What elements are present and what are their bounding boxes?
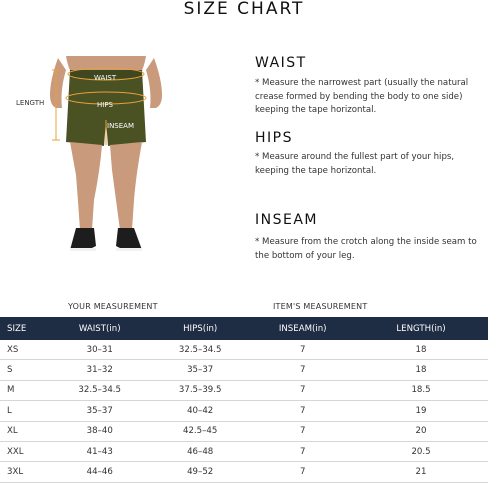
cell-inseam: 7 (251, 360, 354, 380)
cell-size: XS (0, 340, 50, 360)
cell-waist: 35–37 (50, 401, 149, 421)
cell-inseam: 7 (251, 401, 354, 421)
left-leg (70, 142, 102, 230)
size-table (0, 317, 488, 483)
cell-size: M (0, 380, 50, 400)
waist-figure-label: WAIST (94, 74, 117, 82)
cell-waist: 41–43 (50, 441, 149, 461)
col-hips: HIPS(in) (183, 323, 218, 334)
cell-waist: 38–40 (50, 421, 149, 441)
table-row (0, 462, 488, 482)
waist-instruction: * Measure the narrowest part (usually the natural crease formed by bending the body to one side) keeping the tape horizontal. (255, 78, 469, 115)
model-figure (6, 50, 196, 260)
cell-size: L (0, 401, 50, 421)
col-waist: WAIST(in) (78, 323, 121, 334)
inseam-heading: INSEAM (255, 212, 318, 228)
cell-inseam: 7 (251, 441, 354, 461)
cell-waist: 32.5–34.5 (50, 380, 149, 400)
cell-waist: 30–31 (50, 340, 149, 360)
your-measurement-label: YOUR MEASUREMENT (68, 302, 158, 311)
right-shoe (116, 228, 142, 251)
inseam-figure-label: INSEAM (107, 122, 134, 130)
cell-hips: 42.5–45 (149, 421, 251, 441)
table-row (0, 441, 488, 461)
cell-waist: 31–32 (50, 360, 149, 380)
cell-inseam: 7 (251, 462, 354, 482)
hips-instruction: * Measure around the fullest part of your hips, keeping the tape horizontal. (255, 152, 455, 176)
table-row (0, 360, 488, 380)
cell-hips: 35–37 (149, 360, 251, 380)
table-row (0, 380, 488, 400)
table-row (0, 340, 488, 360)
col-size: SIZE (7, 323, 27, 334)
col-length: LENGTH(in) (396, 323, 446, 334)
cell-inseam: 7 (251, 340, 354, 360)
cell-inseam: 7 (251, 421, 354, 441)
waist-heading: WAIST (255, 55, 307, 71)
cell-length: 18.5 (354, 380, 488, 400)
cell-length: 18 (354, 340, 488, 360)
cell-inseam: 7 (251, 380, 354, 400)
cell-hips: 37.5–39.5 (149, 380, 251, 400)
cell-length: 20.5 (354, 441, 488, 461)
inseam-instruction: * Measure from the crotch along the inside seam to the bottom of your leg. (255, 237, 477, 261)
cell-hips: 46–48 (149, 441, 251, 461)
cell-size: XL (0, 421, 50, 441)
cell-hips: 32.5–34.5 (149, 340, 251, 360)
left-shoe (70, 228, 96, 251)
table-row (0, 401, 488, 421)
cell-size: 3XL (0, 462, 50, 482)
cell-length: 21 (354, 462, 488, 482)
cell-length: 20 (354, 421, 488, 441)
cell-hips: 40–42 (149, 401, 251, 421)
length-figure-label: LENGTH (16, 99, 45, 107)
hips-heading: HIPS (255, 130, 293, 146)
col-inseam: INSEAM(in) (278, 323, 327, 334)
page-title: SIZE CHART (183, 0, 305, 19)
table-header-row (0, 317, 488, 340)
cell-length: 18 (354, 360, 488, 380)
item-measurement-label: ITEM'S MEASUREMENT (273, 302, 368, 311)
cell-size: XXL (0, 441, 50, 461)
hips-figure-label: HIPS (97, 101, 113, 109)
right-leg (110, 142, 142, 230)
table-row (0, 421, 488, 441)
cell-waist: 44–46 (50, 462, 149, 482)
cell-hips: 49–52 (149, 462, 251, 482)
cell-size: S (0, 360, 50, 380)
cell-length: 19 (354, 401, 488, 421)
right-arm (146, 58, 162, 108)
left-arm (50, 58, 66, 108)
